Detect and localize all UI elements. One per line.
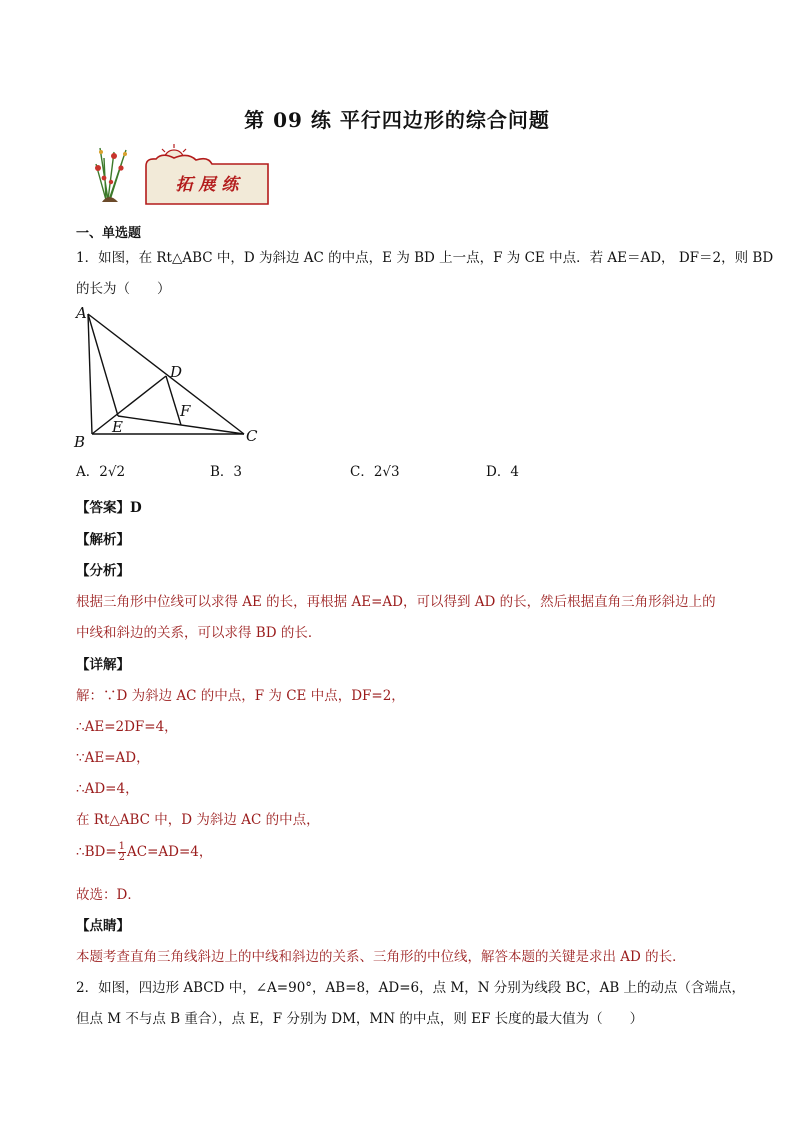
section-heading: 一、单选题 — [76, 226, 142, 241]
analysis-heading: 【解析】 — [76, 532, 130, 548]
solution-step-7: 故选：D． — [76, 887, 141, 903]
solution-step-6-post: AC=AD=4， — [127, 844, 213, 860]
plant-icon — [95, 148, 127, 202]
question-2-text-line1: 2．如图，四边形 ABCD 中，∠A=90°，AB=8，AD=6，点 M，N 分别为线段 BC，AB 上的动点（含端点， — [76, 980, 746, 996]
option-d[interactable]: D．4 — [486, 464, 519, 480]
fraction-half: $\frac{1}{2}$ — [118, 841, 126, 863]
solution-step-6 — [76, 842, 212, 863]
label-a: A — [76, 304, 87, 322]
option-b[interactable]: B．3 — [210, 464, 243, 480]
question-1-text-line2: 的长为（ ） — [76, 281, 171, 297]
segment-bd — [92, 376, 166, 434]
question-1-text-line1: 1．如图，在 Rt△ABC 中，D 为斜边 AC 的中点，E 为 BD 上一点，F 为 CE 中点．若 AE＝AD， DF＝2，则 BD — [76, 250, 774, 266]
page-title: 第 09 练 平行四边形的综合问题 — [244, 108, 550, 132]
solution-step-6-pre: ∴BD= — [76, 844, 117, 860]
fenxi-text-line1: 根据三角形中位线可以求得 AE 的长，再根据 AE=AD，可以得到 AD 的长，然后根据直角三角形斜边上的 — [76, 594, 716, 610]
solution-step-4: ∴AD=4， — [76, 781, 139, 797]
answer-label: 【答案】D — [76, 500, 142, 516]
fenxi-text-line2: 中线和斜边的关系，可以求得 BD 的长． — [76, 625, 322, 641]
badge-graphic — [84, 138, 274, 208]
solution-step-5: 在 Rt△ABC 中，D 为斜边 AC 的中点， — [76, 812, 320, 828]
solution-step-3: ∵AE=AD， — [76, 750, 150, 766]
option-c[interactable]: C．2√3 — [350, 464, 400, 480]
fenxi-heading: 【分析】 — [76, 563, 130, 579]
solution-step-1: 解：∵D 为斜边 AC 的中点，F 为 CE 中点，DF=2， — [76, 688, 405, 704]
option-a[interactable]: A．2√2 — [76, 464, 126, 480]
label-e: E — [112, 418, 123, 436]
label-c: C — [246, 427, 258, 445]
badge-label: 拓 展 练 — [175, 175, 239, 195]
label-b: B — [74, 433, 86, 450]
segment-ae — [88, 314, 118, 416]
label-d: D — [170, 363, 183, 381]
label-f: F — [180, 402, 191, 420]
comment-text: 本题考查直角三角线斜边上的中线和斜边的关系、三角形的中位线，解答本题的关键是求出 AD 的长． — [76, 949, 686, 965]
question-1-figure — [72, 302, 272, 450]
segment-ab — [88, 314, 92, 434]
segment-ac — [88, 314, 244, 434]
comment-heading: 【点睛】 — [76, 918, 130, 934]
detail-heading: 【详解】 — [76, 657, 130, 673]
solution-step-2: ∴AE=2DF=4， — [76, 719, 178, 735]
question-2-text-line2: 但点 M 不与点 B 重合），点 E，F 分别为 DM，MN 的中点，则 EF 长度的最大值为（ ） — [76, 1011, 644, 1027]
